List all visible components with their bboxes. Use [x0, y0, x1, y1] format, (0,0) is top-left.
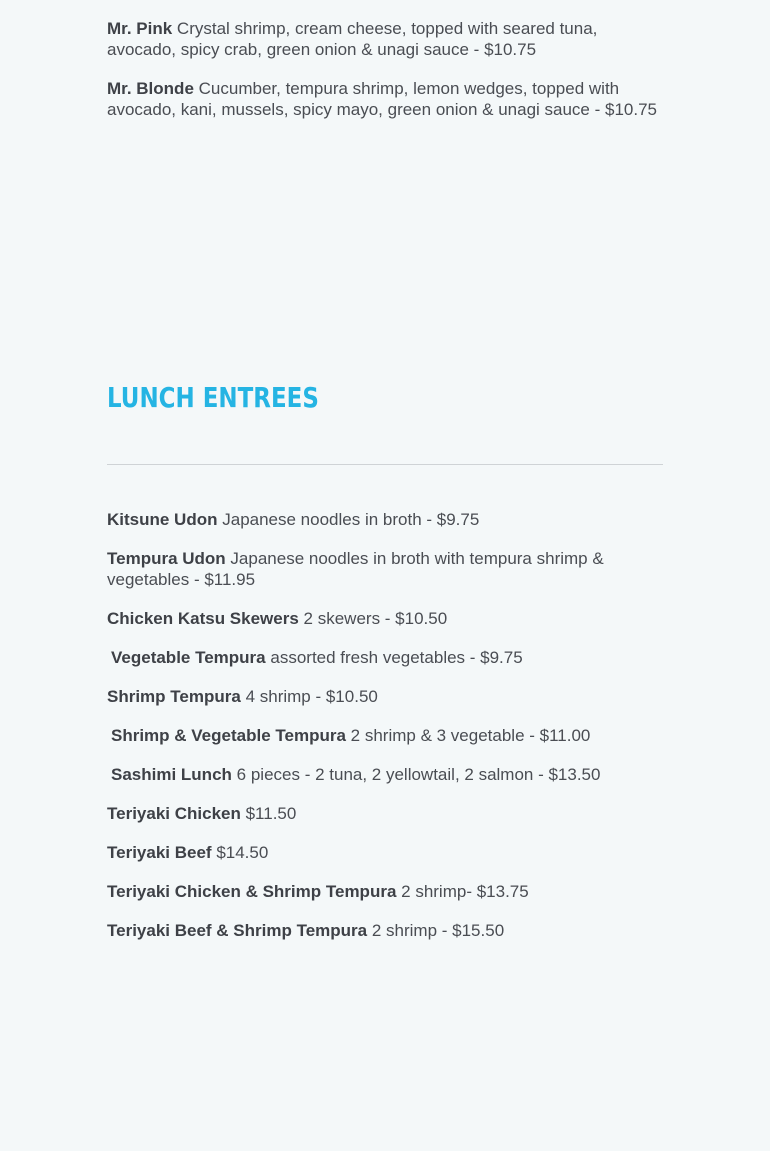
menu-item-name: Chicken Katsu Skewers	[107, 609, 299, 628]
menu-item-description: 6 pieces - 2 tuna, 2 yellowtail, 2 salmon - $13.50	[236, 765, 601, 784]
menu-item-name: Kitsune Udon	[107, 510, 218, 529]
menu-item-name: Teriyaki Beef & Shrimp Tempura	[107, 921, 368, 940]
menu-item-description: 2 shrimp - $15.50	[371, 921, 505, 940]
menu-item-teriyaki-chicken-shrimp-tempura	[107, 881, 663, 902]
menu-item-name: Teriyaki Chicken	[107, 804, 241, 823]
menu-item-teriyaki-beef	[107, 842, 663, 863]
menu-item-name: Sashimi Lunch	[111, 765, 232, 784]
menu-item-description: $11.50	[245, 804, 297, 823]
menu-item-tempura-udon	[107, 548, 663, 590]
menu-item-name: Shrimp & Vegetable Tempura	[111, 726, 346, 745]
lunch-entrees-list	[107, 509, 663, 959]
menu-item-description: 2 skewers - $10.50	[303, 609, 448, 628]
menu-item-description: 2 shrimp & 3 vegetable - $11.00	[350, 726, 591, 745]
menu-item-shrimp-tempura	[107, 686, 663, 707]
menu-item-name: Mr. Blonde	[107, 79, 194, 98]
menu-item-teriyaki-beef-shrimp-tempura	[107, 920, 663, 941]
section-divider	[107, 464, 663, 465]
menu-item-name: Teriyaki Beef	[107, 843, 212, 862]
menu-item-kitsune-udon	[107, 509, 663, 530]
section-title-lunch-entrees: LUNCH ENTREES	[107, 381, 319, 414]
menu-item-description: Cucumber, tempura shrimp, lemon wedges, topped with avocado, kani, mussels, spicy mayo, green onion & unagi sauce - $10.75	[107, 79, 657, 119]
menu-item-description: 4 shrimp - $10.50	[245, 687, 378, 706]
menu-item-description: Japanese noodles in broth with tempura shrimp & vegetables - $11.95	[107, 549, 604, 589]
menu-item-vegetable-tempura	[107, 647, 663, 668]
menu-item-shrimp-vegetable-tempura	[107, 725, 663, 746]
menu-item-description: 2 shrimp- $13.75	[401, 882, 529, 901]
menu-item-name: Mr. Pink	[107, 19, 173, 38]
menu-item-name: Tempura Udon	[107, 549, 226, 568]
menu-item-chicken-katsu-skewers	[107, 608, 663, 629]
menu-item-name: Vegetable Tempura	[111, 648, 266, 667]
menu-item-mr-blonde	[107, 78, 663, 120]
roll-menu-list	[107, 18, 663, 138]
menu-item-description: Japanese noodles in broth - $9.75	[222, 510, 480, 529]
menu-item-description: $14.50	[216, 843, 269, 862]
menu-item-description: assorted fresh vegetables - $9.75	[270, 648, 523, 667]
menu-item-teriyaki-chicken	[107, 803, 663, 824]
menu-item-sashimi-lunch	[107, 764, 663, 785]
menu-item-mr-pink	[107, 18, 663, 60]
menu-item-name: Teriyaki Chicken & Shrimp Tempura	[107, 882, 397, 901]
menu-item-description: Crystal shrimp, cream cheese, topped with seared tuna, avocado, spicy crab, green onion & unagi sauce - $10.75	[107, 19, 598, 59]
menu-item-name: Shrimp Tempura	[107, 687, 241, 706]
